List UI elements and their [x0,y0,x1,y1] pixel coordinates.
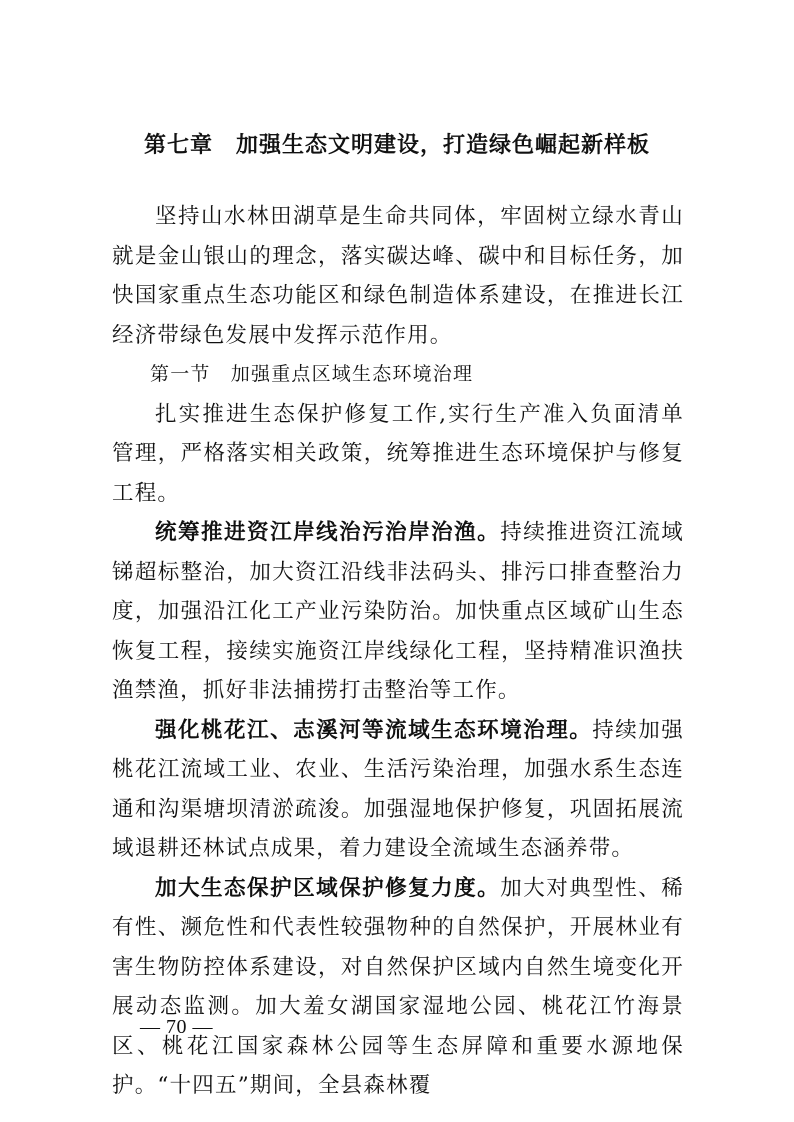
page-number: — 70 — [140,1016,213,1038]
item-text-1: 持续推进资江流域锑超标整治，加大资江沿线非法码头、排污口排查整治力度，加强沿江化工产业污染防治。加快重点区域矿山生态恢复工程，接续实施资江岸线绿化工程，坚持精准识渔扶渔禁渔，抓好非法捕捞打击整治等工作。 [112,520,684,703]
item-lead-2: 强化桃花江、志溪河等流域生态环境治理。 [155,717,593,743]
item-paragraph-2 [112,711,684,869]
item-lead-3: 加大生态保护区域保护修复力度。 [155,875,501,901]
item-text-3: 加大对典型性、稀有性、濒危性和代表性较强物种的自然保护，开展林业有害生物防控体系建设，对自然保护区域内自然生境变化开展动态监测。加大羞女湖国家湿地公园、桃花江竹海景区、桃花江国家森林公园等生态屏障和重要水源地保护。“十四五”期间，全县森林覆 [112,875,684,1098]
section-intro-paragraph: 扎实推进生态保护修复工作,实行生产准入负面清单管理，严格落实相关政策，统筹推进生态环境保护与修复工程。 [112,401,684,506]
chapter-title: 第七章 加强生态文明建设，打造绿色崛起新样板 [143,133,650,158]
section-heading: 第一节 加强重点区域生态环境治理 [150,363,474,385]
body-text [112,197,684,1106]
item-lead-1: 统筹推进资江岸线治污治岸治渔。 [155,520,501,545]
item-paragraph-3 [112,869,684,1106]
item-paragraph-1 [112,513,684,711]
item-text-2: 持续加强桃花江流域工业、农业、生活污染治理，加强水系生态连通和沟渠塘坝清淤疏浚。加强湿地保护修复，巩固拓展流域退耕还林试点成果，着力建设全流域生态涵养带。 [112,717,684,861]
intro-paragraph: 坚持山水林田湖草是生命共同体，牢固树立绿水青山就是金山银山的理念，落实碳达峰、碳中和目标任务，加快国家重点生态功能区和绿色制造体系建设，在推进长江经济带绿色发展中发挥示范作用。 [112,204,684,348]
